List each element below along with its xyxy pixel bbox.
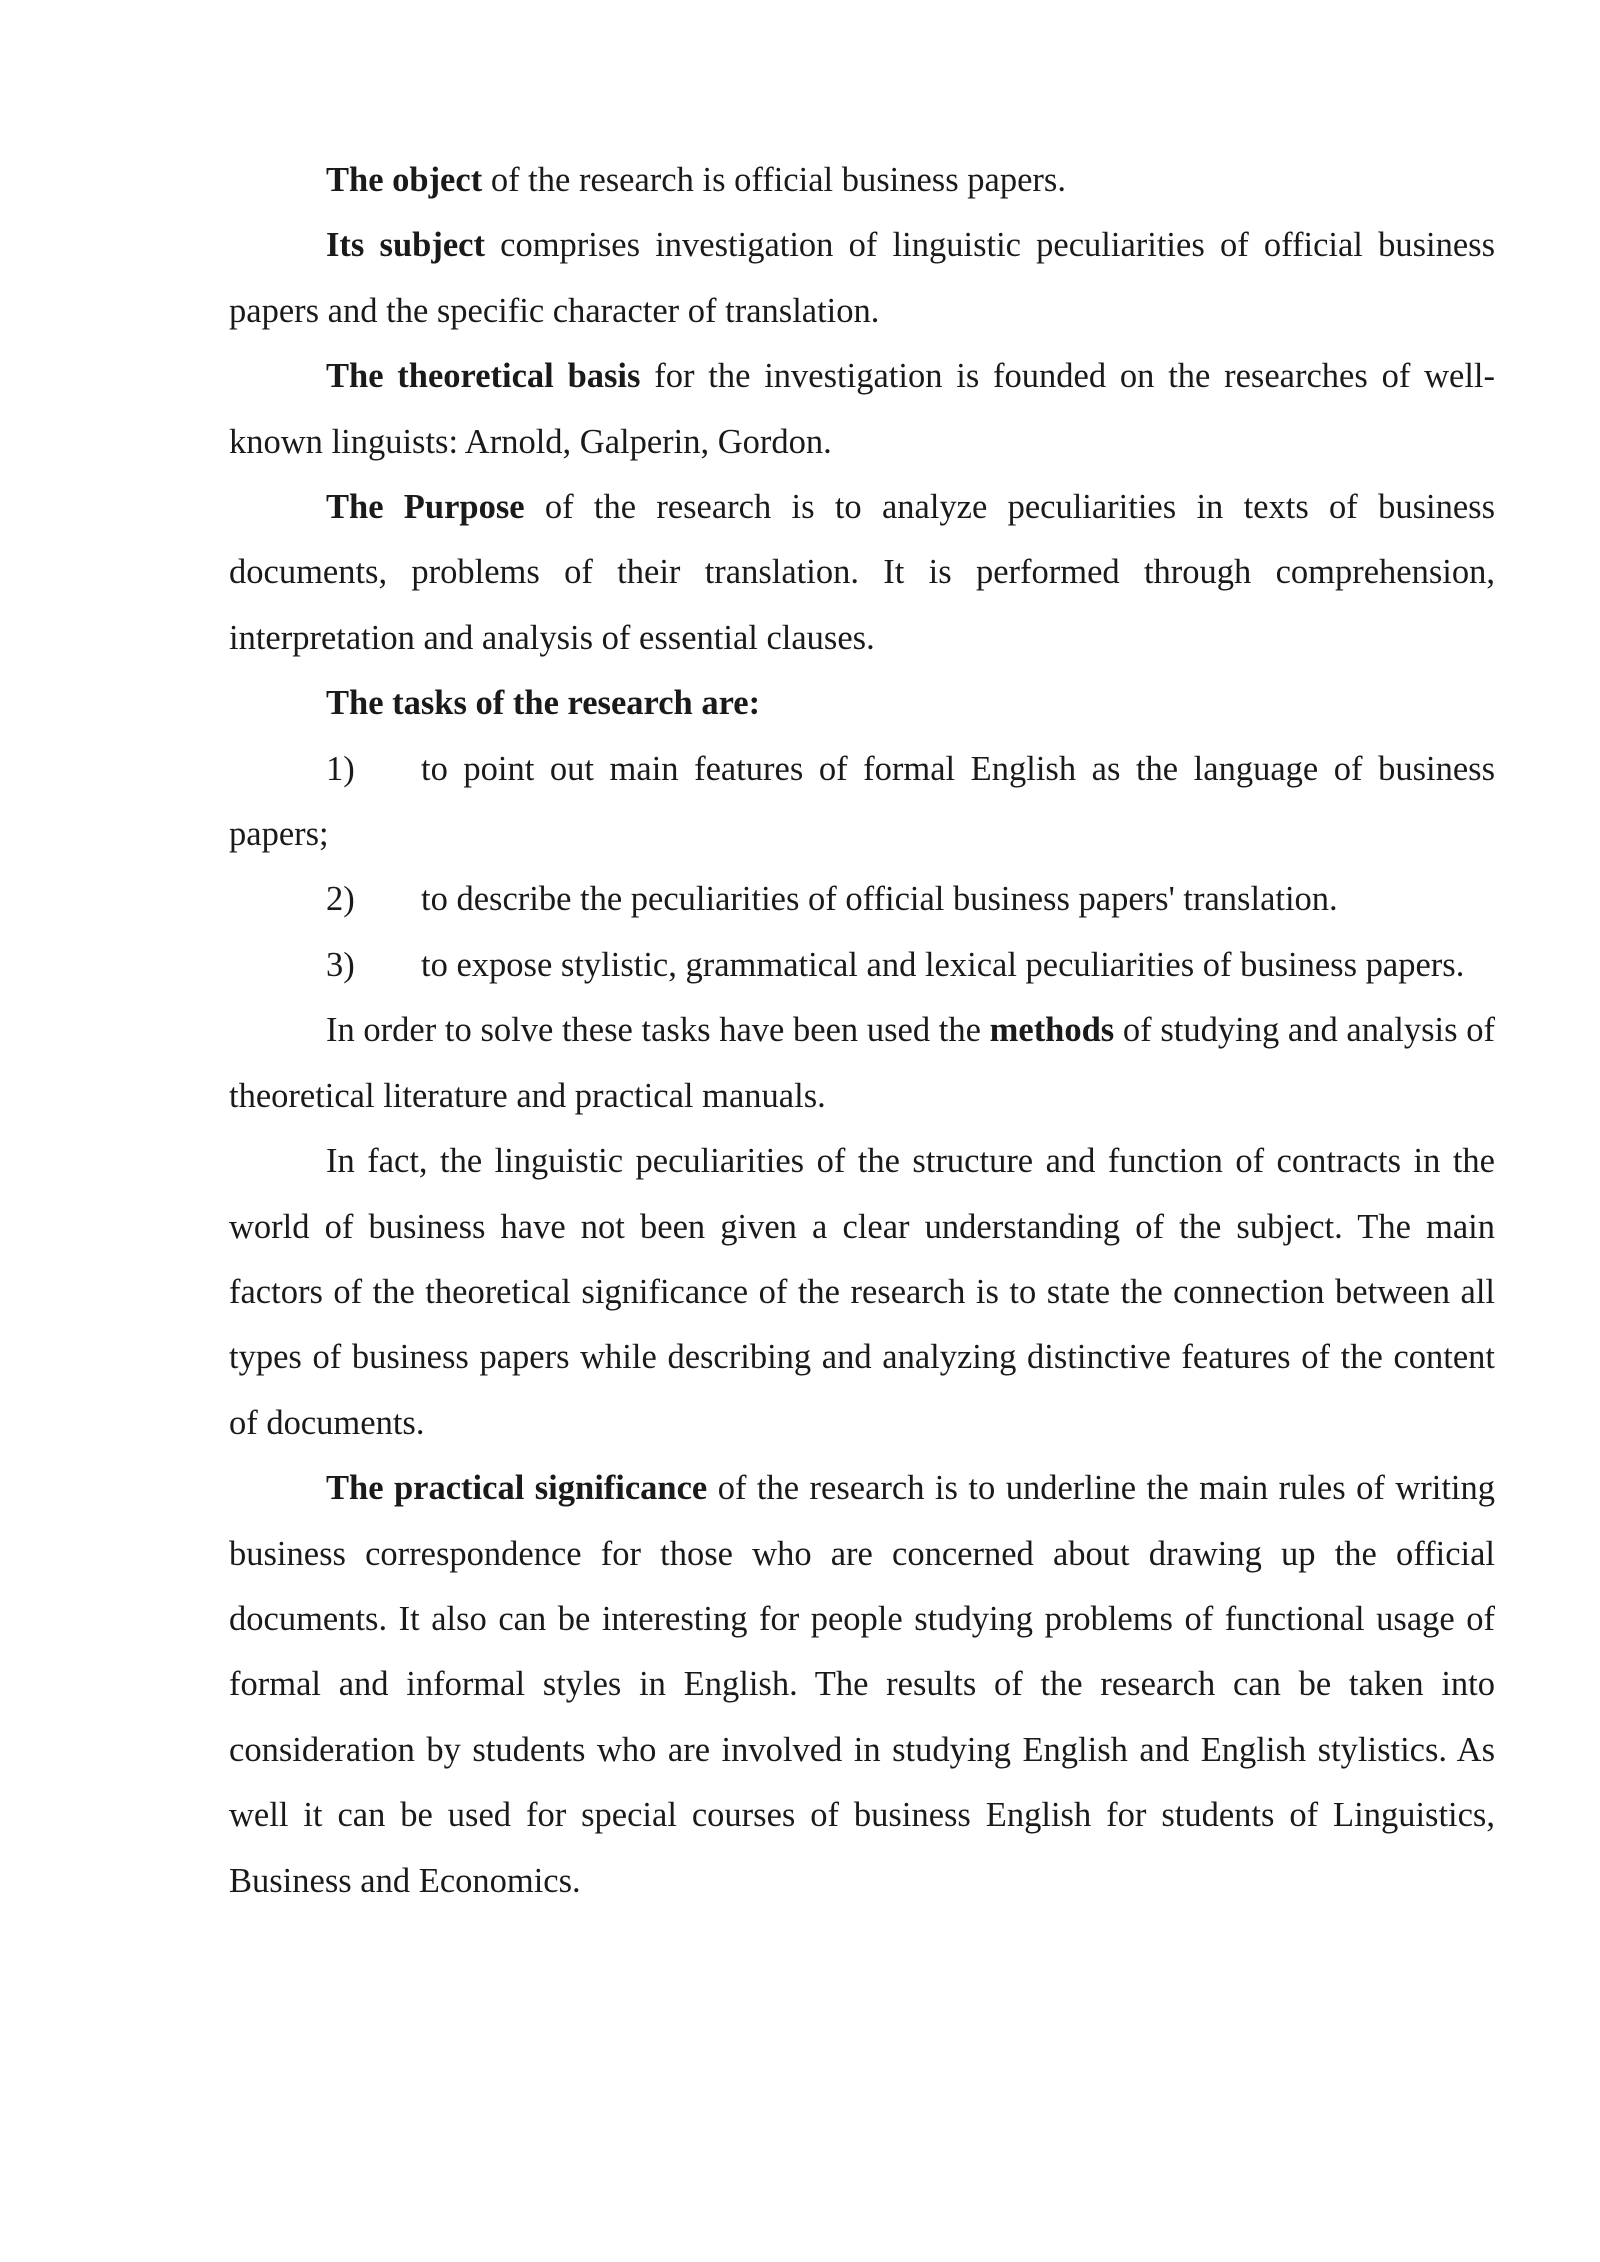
theoretical-basis-text: for the investigation is founded on the researches of well-known linguists: Arnold, Galperin, Gordon.	[229, 357, 1495, 461]
tasks-heading	[229, 671, 1495, 736]
task-number: 2)	[326, 880, 355, 919]
subject-text: comprises investigation of linguistic peculiarities of official business papers and the specific character of translation.	[229, 226, 1495, 330]
object-term: The object	[326, 161, 483, 199]
paragraph-fact	[229, 1129, 1495, 1456]
purpose-text: of the research is to analyze peculiarities in texts of business documents, problems of their translation. It is performed through comprehension, interpretation and analysis of essential clauses.	[229, 488, 1495, 657]
subject-term: Its subject	[326, 226, 485, 265]
paragraph-theoretical-basis	[229, 344, 1495, 475]
task-number: 1)	[326, 749, 355, 788]
task-text: to describe the peculiarities of official business papers' translation.	[421, 880, 1338, 919]
methods-text-before: In order to solve these tasks have been used the	[326, 1011, 990, 1050]
methods-text-after: of studying and analysis of theoretical literature and practical manuals.	[229, 1011, 1495, 1115]
practical-significance-term: The practical significance	[326, 1469, 708, 1508]
task-text: to expose stylistic, grammatical and lexical peculiarities of business papers.	[421, 945, 1465, 984]
paragraph-practical-significance	[229, 1456, 1495, 1914]
methods-term: methods	[989, 1011, 1115, 1050]
task-number: 3)	[326, 945, 355, 984]
task-item-3	[229, 933, 1495, 998]
task-item-2	[229, 867, 1495, 932]
tasks-heading-text: The tasks of the research are:	[326, 684, 761, 723]
paragraph-object	[229, 148, 1495, 213]
paragraph-methods	[229, 998, 1495, 1129]
document-page	[229, 148, 1495, 1914]
paragraph-subject	[229, 213, 1495, 344]
paragraph-purpose	[229, 475, 1495, 671]
object-text: of the research is official business papers.	[482, 161, 1066, 199]
practical-significance-text: of the research is to underline the main rules of writing business correspondence for those who are concerned about drawing up the official documents. It also can be interesting for people studying problems of functional usage of formal and informal styles in English. The results of the research can be taken into consideration by students who are involved in studying English and English stylistics. As well it can be used for special courses of business English for students of Linguistics, Business and Economics.	[229, 1469, 1495, 1900]
purpose-term: The Purpose	[326, 488, 525, 527]
task-text: to point out main features of formal English as the language of business papers;	[229, 749, 1495, 854]
theoretical-basis-term: The theoretical basis	[326, 357, 641, 396]
fact-text: In fact, the linguistic peculiarities of the structure and function of contracts in the world of business have not been given a clear understanding of the subject. The main factors of the theoretical significance of the research is to state the connection between all types of business papers while describing and analyzing distinctive features of the content of documents.	[229, 1142, 1495, 1442]
task-item-1	[229, 737, 1495, 868]
